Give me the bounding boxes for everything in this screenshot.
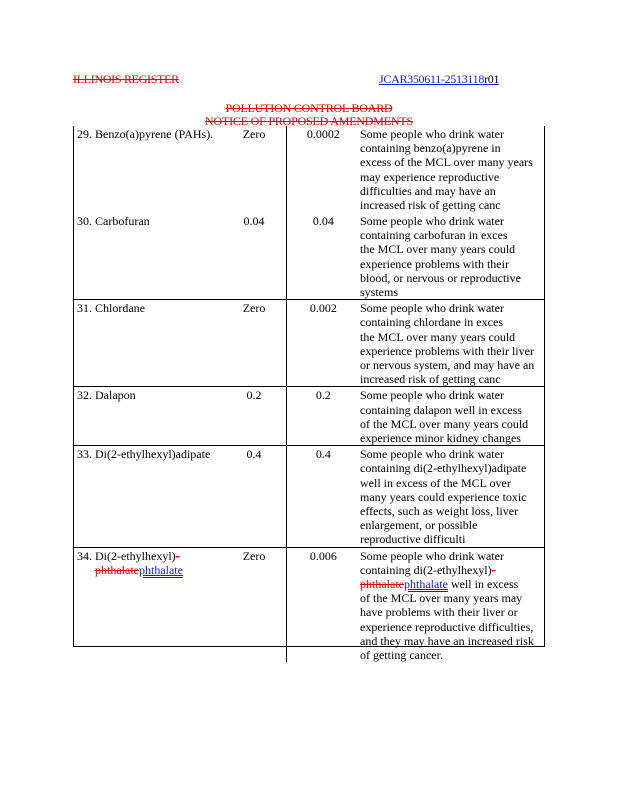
contaminant-name: 30. Carbofuran — [73, 213, 222, 300]
health-effects: Some people who drink water containing chlordane in exces the MCL over many years could experience problems with their liver or nervous system, and may have an increased risk of getting canc — [360, 301, 535, 387]
mclg-value: Zero — [222, 300, 286, 387]
mclg-value: Zero — [222, 547, 286, 662]
register-title: ILLINOIS REGISTER — [73, 72, 179, 86]
mcl-value: 0.04 — [286, 213, 360, 300]
contaminant-name: 32. Dalapon — [73, 387, 222, 446]
health-effects: Some people who drink water containing dalapon well in excess of the MCL over many years could experience minor kidney changes — [360, 388, 529, 446]
contaminant-name: 33. Di(2-ethylhexyl)adipate — [73, 446, 222, 547]
contaminant-table — [73, 126, 544, 662]
mclg-value: 0.2 — [222, 387, 286, 446]
table-row — [73, 547, 544, 662]
mcl-value: 0.0002 — [306, 127, 340, 141]
health-effects: Some people who drink water containing benzo(a)pyrene in excess of the MCL over many years may experience reproductive difficulties and may have an increased risk of getting canc — [360, 127, 533, 213]
contaminant-name: 29. Benzo(a)pyrene (PAHs). — [77, 127, 214, 141]
health-effects: Some people who drink water containing di(2-ethylhexyl)adipate well in excess of the MCL over many years could experience toxic effects, such as weight loss, liver enlargement, or possible reproductive difficulti — [360, 447, 527, 547]
notice-title: NOTICE OF PROPOSED AMENDMENTS — [205, 114, 413, 128]
table-row — [73, 213, 544, 300]
mcl-value: 0.006 — [309, 548, 337, 563]
contaminant-name: 34. Di(2-ethylhexyl)- phthalatephthalate — [77, 548, 183, 577]
table-row — [73, 300, 544, 387]
mcl-value: 0.2 — [286, 387, 360, 446]
mcl-value: 0.4 — [286, 446, 360, 547]
health-effects: Some people who drink water containing carbofuran in exces the MCL over many years could experience problems with their blood, or nervous or reproductive systems — [360, 214, 521, 300]
table-row — [73, 126, 544, 213]
table-row — [73, 446, 544, 547]
mclg-value: 0.04 — [222, 213, 286, 300]
contaminant-name: 31. Chlordane — [73, 300, 222, 387]
mcl-value: 0.002 — [286, 300, 360, 387]
mclg-value: Zero — [222, 126, 286, 213]
mclg-value: 0.4 — [222, 446, 286, 547]
health-effects: Some people who drink water containing di(2-ethylhexyl)- phthalatephthalate well in excess of the MCL over many years may have problems with their liver or experience reproductive difficulties, and they may have an increased risk of getting cancer. — [360, 548, 534, 663]
agency-name: POLLUTION CONTROL BOARD — [225, 101, 393, 115]
document-code: JCAR350611-2513118r01 — [379, 72, 500, 86]
table-row — [73, 387, 544, 446]
